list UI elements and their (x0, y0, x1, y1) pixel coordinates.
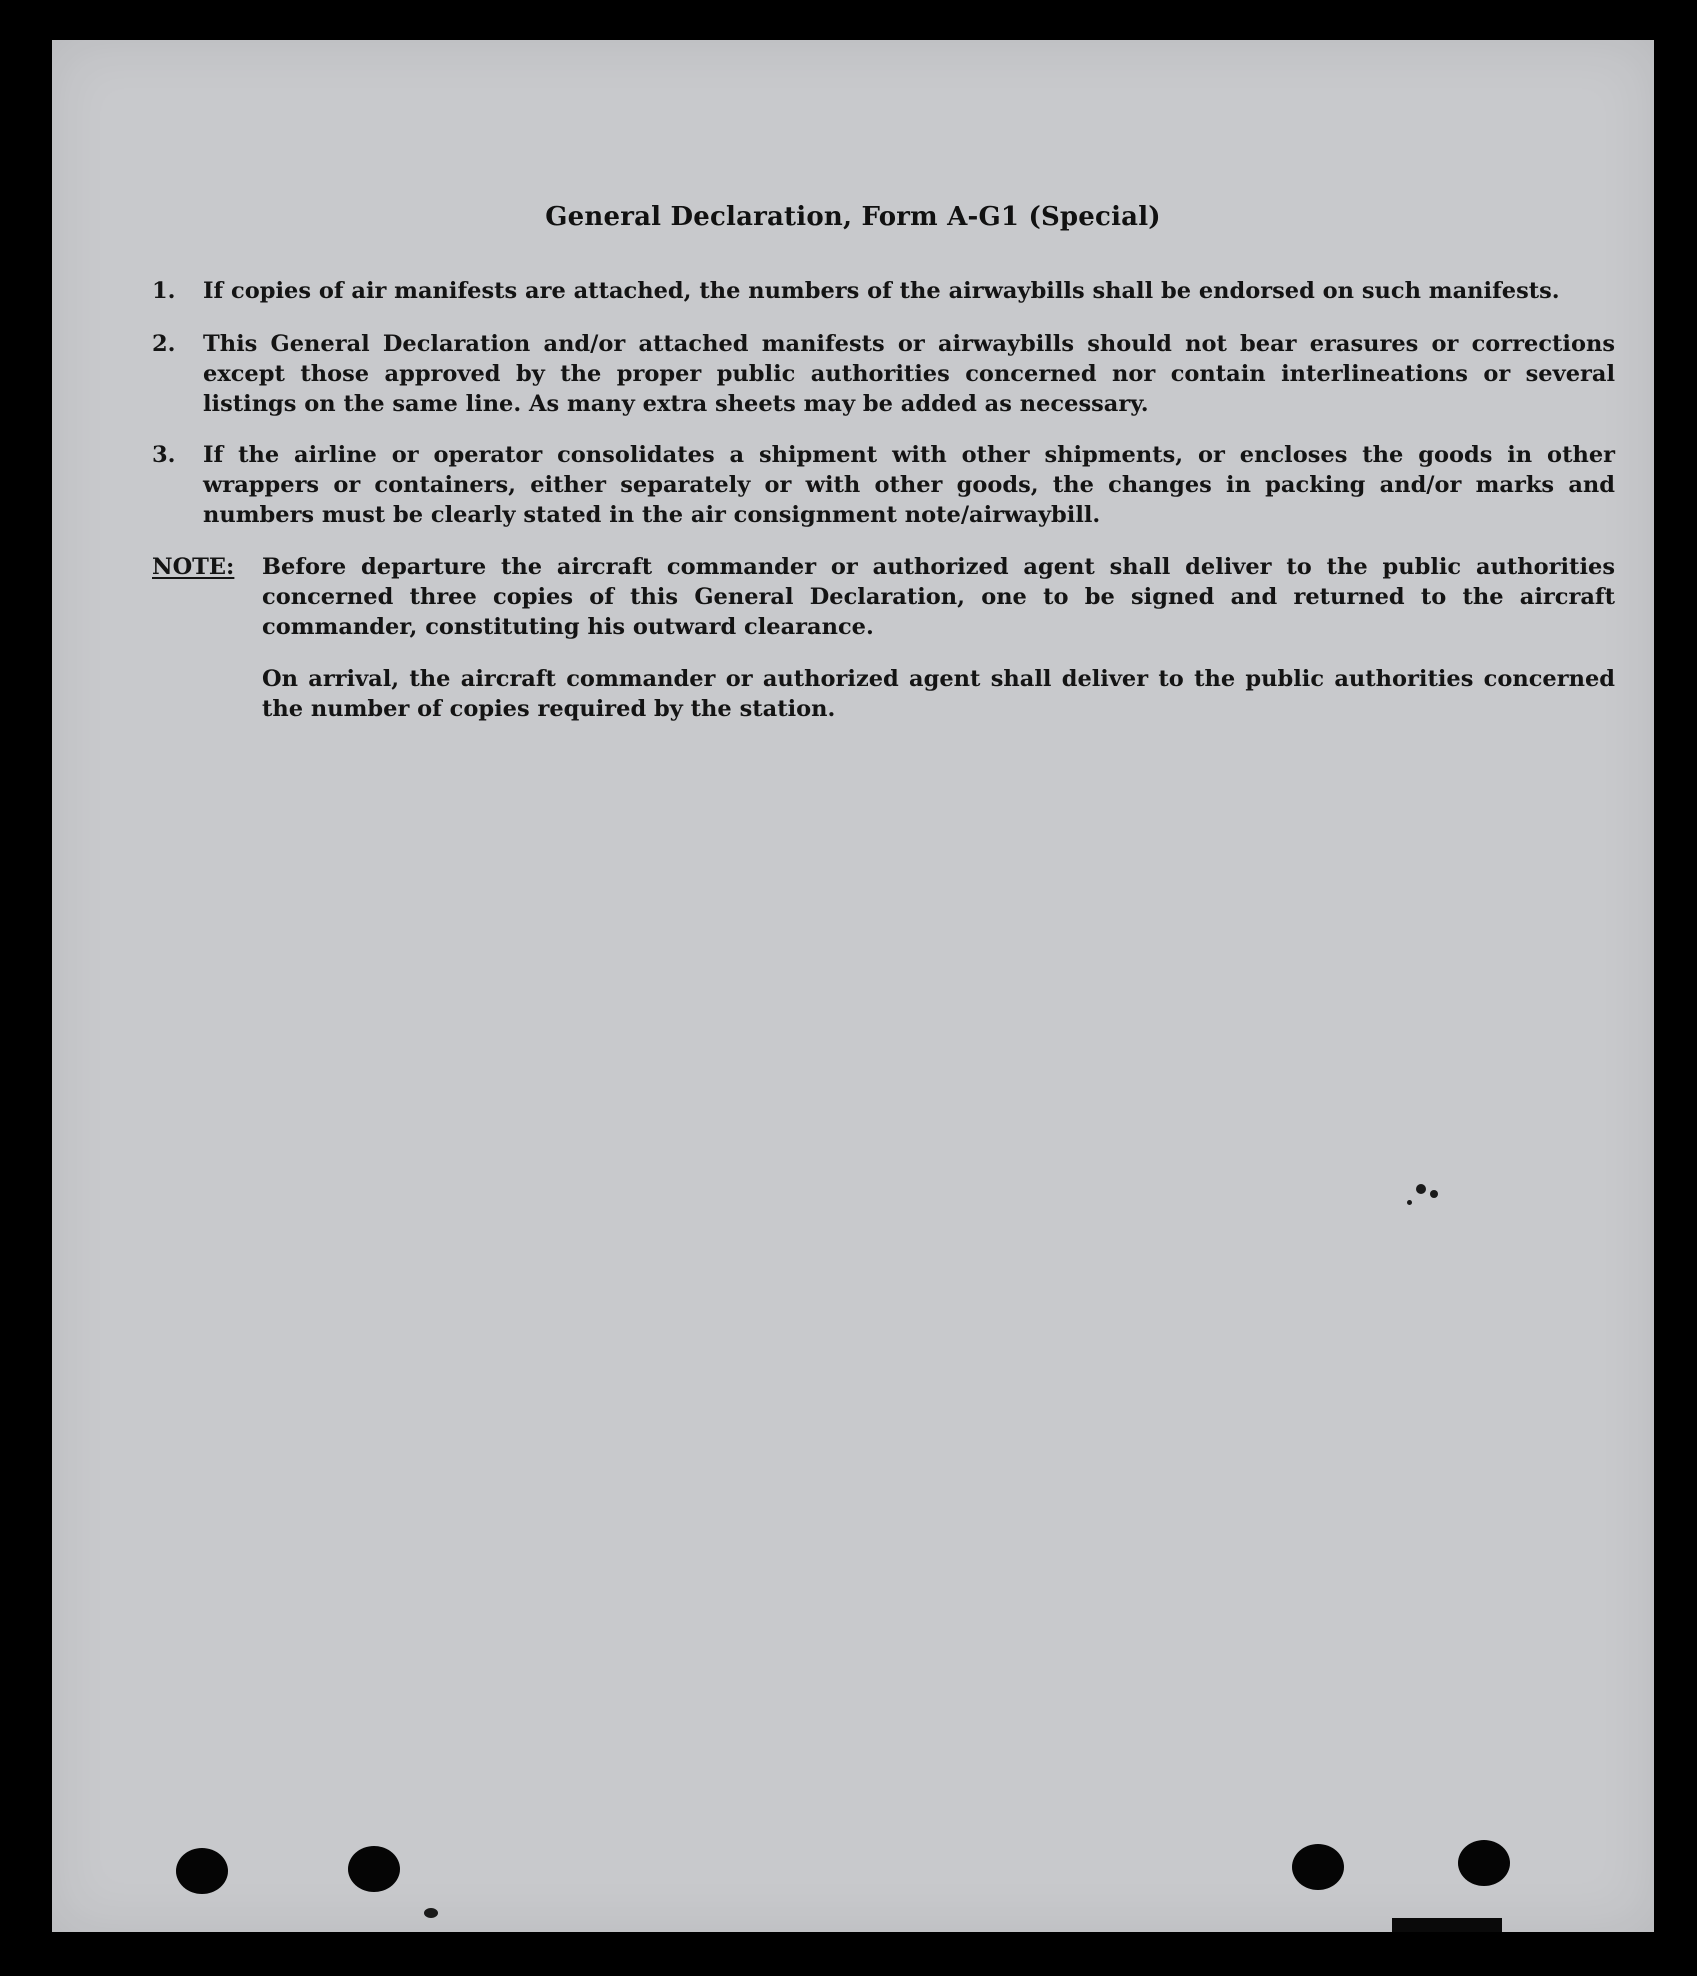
ink-speck (1416, 1184, 1426, 1194)
document-title: General Declaration, Form A-G1 (Special) (545, 202, 1161, 232)
punch-hole (348, 1846, 400, 1892)
item-text: If copies of air manifests are attached, the numbers of the airwaybills shall be endorsed on such manifests. (203, 278, 1560, 304)
document-page (52, 40, 1654, 1932)
item-number: 3. (152, 442, 176, 468)
item-text: If the airline or operator consolidates a shipment with other shipments, or encloses the goods in other wrappers or containers, either separately or with other goods, the changes in packing and/or marks and numbers must be clearly stated in the air consignment note/airwaybill. (203, 442, 1615, 528)
list-item (152, 329, 1615, 419)
ink-speck (424, 1908, 438, 1918)
item-number: 1. (152, 278, 176, 304)
punch-hole (1292, 1844, 1344, 1890)
ink-speck (1407, 1200, 1412, 1205)
list-item (152, 276, 1615, 306)
ink-speck (1430, 1190, 1438, 1198)
list-item (152, 440, 1615, 530)
punch-hole (176, 1848, 228, 1894)
item-text: This General Declaration and/or attached manifests or airwaybills should not bear erasures or corrections except those approved by the proper public authorities concerned nor contain interlineations or several listings on the same line. As many extra sheets may be added as necessary. (203, 331, 1615, 417)
punch-hole (1458, 1840, 1510, 1886)
note-paragraph: Before departure the aircraft commander or authorized agent shall deliver to the public authorities concerned three copies of this General Declaration, one to be signed and returned to the aircraft commander, constituting his outward clearance. (262, 554, 1615, 640)
edge-mark (1392, 1918, 1502, 1932)
note-label: NOTE: (152, 554, 235, 580)
item-number: 2. (152, 331, 176, 357)
note-paragraph: On arrival, the aircraft commander or authorized agent shall deliver to the public authorities concerned the number of copies required by the station. (262, 666, 1615, 722)
